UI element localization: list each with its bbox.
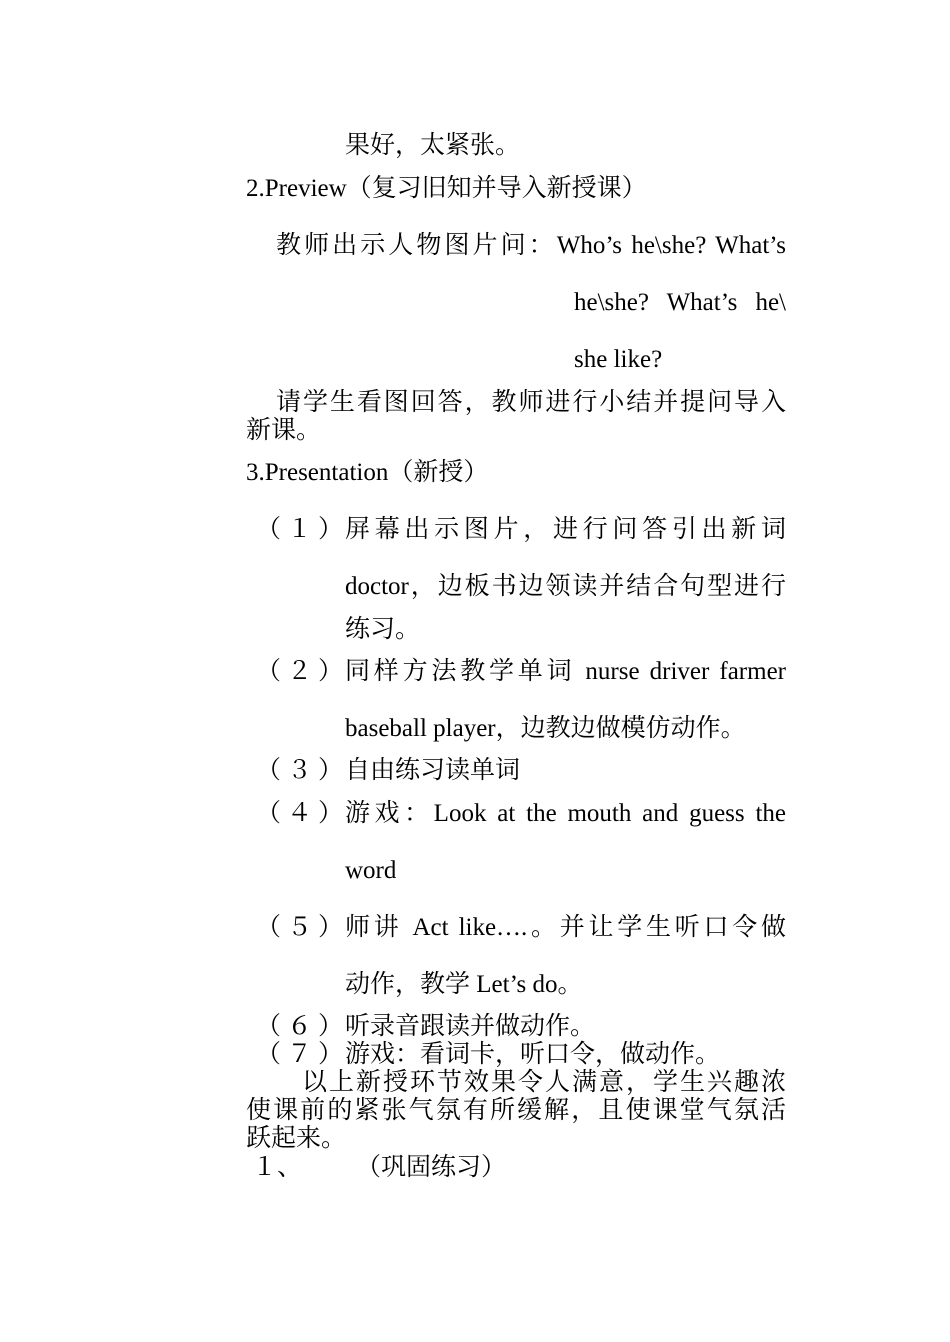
- list-item-text: 游戏：Look at the mouth and guess the: [345, 800, 786, 827]
- list-item-number: （４）: [256, 800, 350, 827]
- summary-line: 使课前的紧张气氛有所缓解，且使课堂气氛活: [246, 1097, 786, 1124]
- presentation-heading: 3.Presentation（新授）: [246, 459, 489, 486]
- list-item-number: （７）: [256, 1041, 350, 1068]
- preview-answer-line: 新课。: [246, 417, 322, 444]
- list-item-text: 同样方法教学单词 nurse driver farmer: [345, 658, 786, 685]
- preview-answer-line: 请学生看图回答，教师进行小结并提问导入: [276, 389, 786, 416]
- list-item-number: （６）: [256, 1013, 350, 1040]
- list-item-text: doctor，边板书边领读并结合句型进行: [345, 573, 786, 600]
- list-item-text: 游戏：看词卡，听口令，做动作。: [345, 1041, 721, 1068]
- list-item-number: （３）: [256, 757, 350, 784]
- list-item-number: （１）: [256, 516, 350, 543]
- list-item-text: baseball player，边教边做模仿动作。: [345, 715, 746, 742]
- continued-text: 果好，太紧张。: [345, 132, 521, 159]
- list-item-text: 听录音跟读并做动作。: [345, 1013, 596, 1040]
- list-item-number: （５）: [256, 914, 350, 941]
- summary-line: 跃起来。: [246, 1125, 347, 1152]
- preview-question-line: she like?: [574, 346, 663, 373]
- list-item-text: 屏幕出示图片，进行问答引出新词: [345, 516, 786, 543]
- list-item-text: 动作，教学 Let’s do。: [345, 971, 583, 998]
- list-item-text: 师讲 Act like….。并让学生听口令做: [345, 914, 786, 941]
- preview-question-line: 教师出示人物图片问：Who’s he\she? What’s: [276, 232, 786, 259]
- list-item-text: 练习。: [345, 616, 421, 643]
- list-item-text: 自由练习读单词: [345, 757, 521, 784]
- preview-heading: 2.Preview（复习旧知并导入新授课）: [246, 175, 647, 202]
- preview-question-line: he\she? What’s he\: [574, 289, 786, 316]
- practice-number: １、: [252, 1154, 303, 1181]
- practice-heading: （巩固练习）: [356, 1154, 507, 1181]
- list-item-text: word: [345, 857, 397, 884]
- summary-line: 以上新授环节效果令人满意，学生兴趣浓: [302, 1069, 786, 1096]
- list-item-number: （２）: [256, 658, 350, 685]
